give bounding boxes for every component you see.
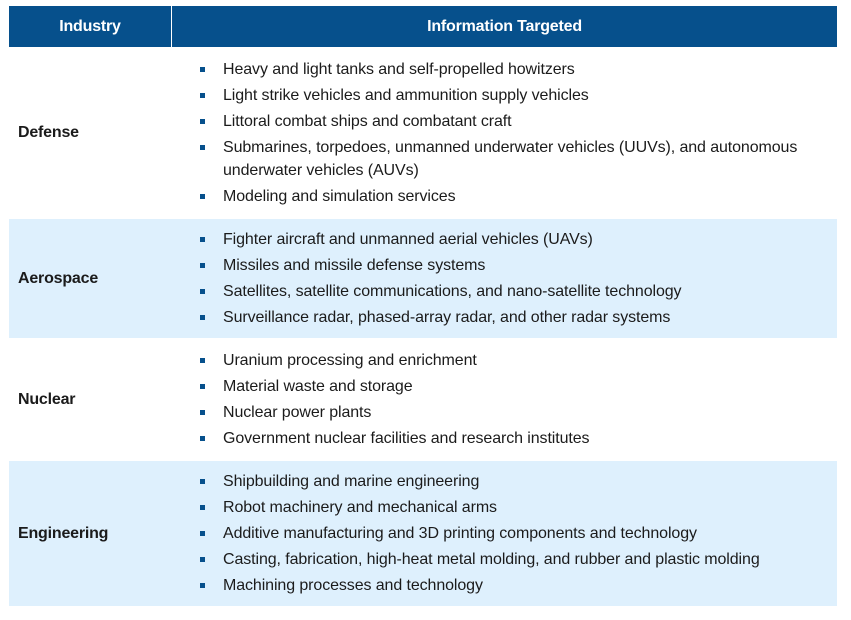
table-row-aerospace — [9, 217, 837, 338]
information-column-header: Information Targeted — [172, 6, 837, 47]
bullet-list — [172, 228, 833, 329]
list-item-text: Heavy and light tanks and self-propelled howitzers — [223, 61, 575, 78]
list-item-text: Fighter aircraft and unmanned aerial vehicles (UAVs) — [223, 231, 593, 248]
list-item-text: Nuclear power plants — [223, 404, 372, 421]
list-item — [172, 401, 833, 424]
list-item — [172, 427, 833, 450]
industry-table — [9, 6, 837, 606]
industry-cell: Defense — [9, 47, 172, 217]
industry-table-container — [9, 6, 837, 606]
square-bullet-icon — [200, 531, 205, 536]
table-row-defense — [9, 47, 837, 217]
list-item — [172, 136, 833, 182]
list-item-text: Robot machinery and mechanical arms — [223, 499, 497, 516]
header-row — [9, 6, 837, 47]
list-item — [172, 185, 833, 208]
list-item-text: Government nuclear facilities and research institutes — [223, 430, 590, 447]
list-item — [172, 375, 833, 398]
table-row-nuclear — [9, 338, 837, 459]
square-bullet-icon — [200, 410, 205, 415]
table-row-engineering — [9, 459, 837, 606]
industry-cell: Nuclear — [9, 338, 172, 459]
list-item — [172, 280, 833, 303]
bullet-list — [172, 349, 833, 450]
square-bullet-icon — [200, 237, 205, 242]
list-item-text: Modeling and simulation services — [223, 188, 456, 205]
list-item — [172, 470, 833, 493]
list-item — [172, 349, 833, 372]
list-item-text: Submarines, torpedoes, unmanned underwater vehicles (UUVs), and autonomous underwater vehicles (AUVs) — [223, 139, 798, 179]
list-item — [172, 522, 833, 545]
square-bullet-icon — [200, 145, 205, 150]
square-bullet-icon — [200, 505, 205, 510]
list-item — [172, 254, 833, 277]
information-cell — [172, 217, 837, 338]
bullet-list — [172, 58, 833, 208]
list-item-text: Littoral combat ships and combatant craft — [223, 113, 512, 130]
list-item — [172, 496, 833, 519]
square-bullet-icon — [200, 289, 205, 294]
square-bullet-icon — [200, 315, 205, 320]
list-item-text: Uranium processing and enrichment — [223, 352, 477, 369]
industry-cell: Aerospace — [9, 217, 172, 338]
list-item — [172, 306, 833, 329]
information-cell — [172, 47, 837, 217]
list-item-text: Surveillance radar, phased-array radar, and other radar systems — [223, 309, 671, 326]
square-bullet-icon — [200, 436, 205, 441]
list-item — [172, 228, 833, 251]
square-bullet-icon — [200, 194, 205, 199]
list-item-text: Missiles and missile defense systems — [223, 257, 486, 274]
list-item — [172, 84, 833, 107]
list-item-text: Light strike vehicles and ammunition supply vehicles — [223, 87, 589, 104]
square-bullet-icon — [200, 119, 205, 124]
square-bullet-icon — [200, 479, 205, 484]
information-cell — [172, 338, 837, 459]
industry-cell: Engineering — [9, 459, 172, 606]
list-item-text: Shipbuilding and marine engineering — [223, 473, 480, 490]
list-item-text: Material waste and storage — [223, 378, 413, 395]
square-bullet-icon — [200, 583, 205, 588]
information-cell — [172, 459, 837, 606]
list-item — [172, 110, 833, 133]
square-bullet-icon — [200, 358, 205, 363]
square-bullet-icon — [200, 67, 205, 72]
list-item — [172, 58, 833, 81]
list-item — [172, 574, 833, 597]
list-item-text: Satellites, satellite communications, and nano-satellite technology — [223, 283, 682, 300]
list-item-text: Machining processes and technology — [223, 577, 483, 594]
industry-column-header: Industry — [9, 6, 172, 47]
list-item-text: Additive manufacturing and 3D printing components and technology — [223, 525, 697, 542]
square-bullet-icon — [200, 263, 205, 268]
square-bullet-icon — [200, 557, 205, 562]
list-item — [172, 548, 833, 571]
bullet-list — [172, 470, 833, 597]
list-item-text: Casting, fabrication, high-heat metal molding, and rubber and plastic molding — [223, 551, 760, 568]
square-bullet-icon — [200, 384, 205, 389]
square-bullet-icon — [200, 93, 205, 98]
